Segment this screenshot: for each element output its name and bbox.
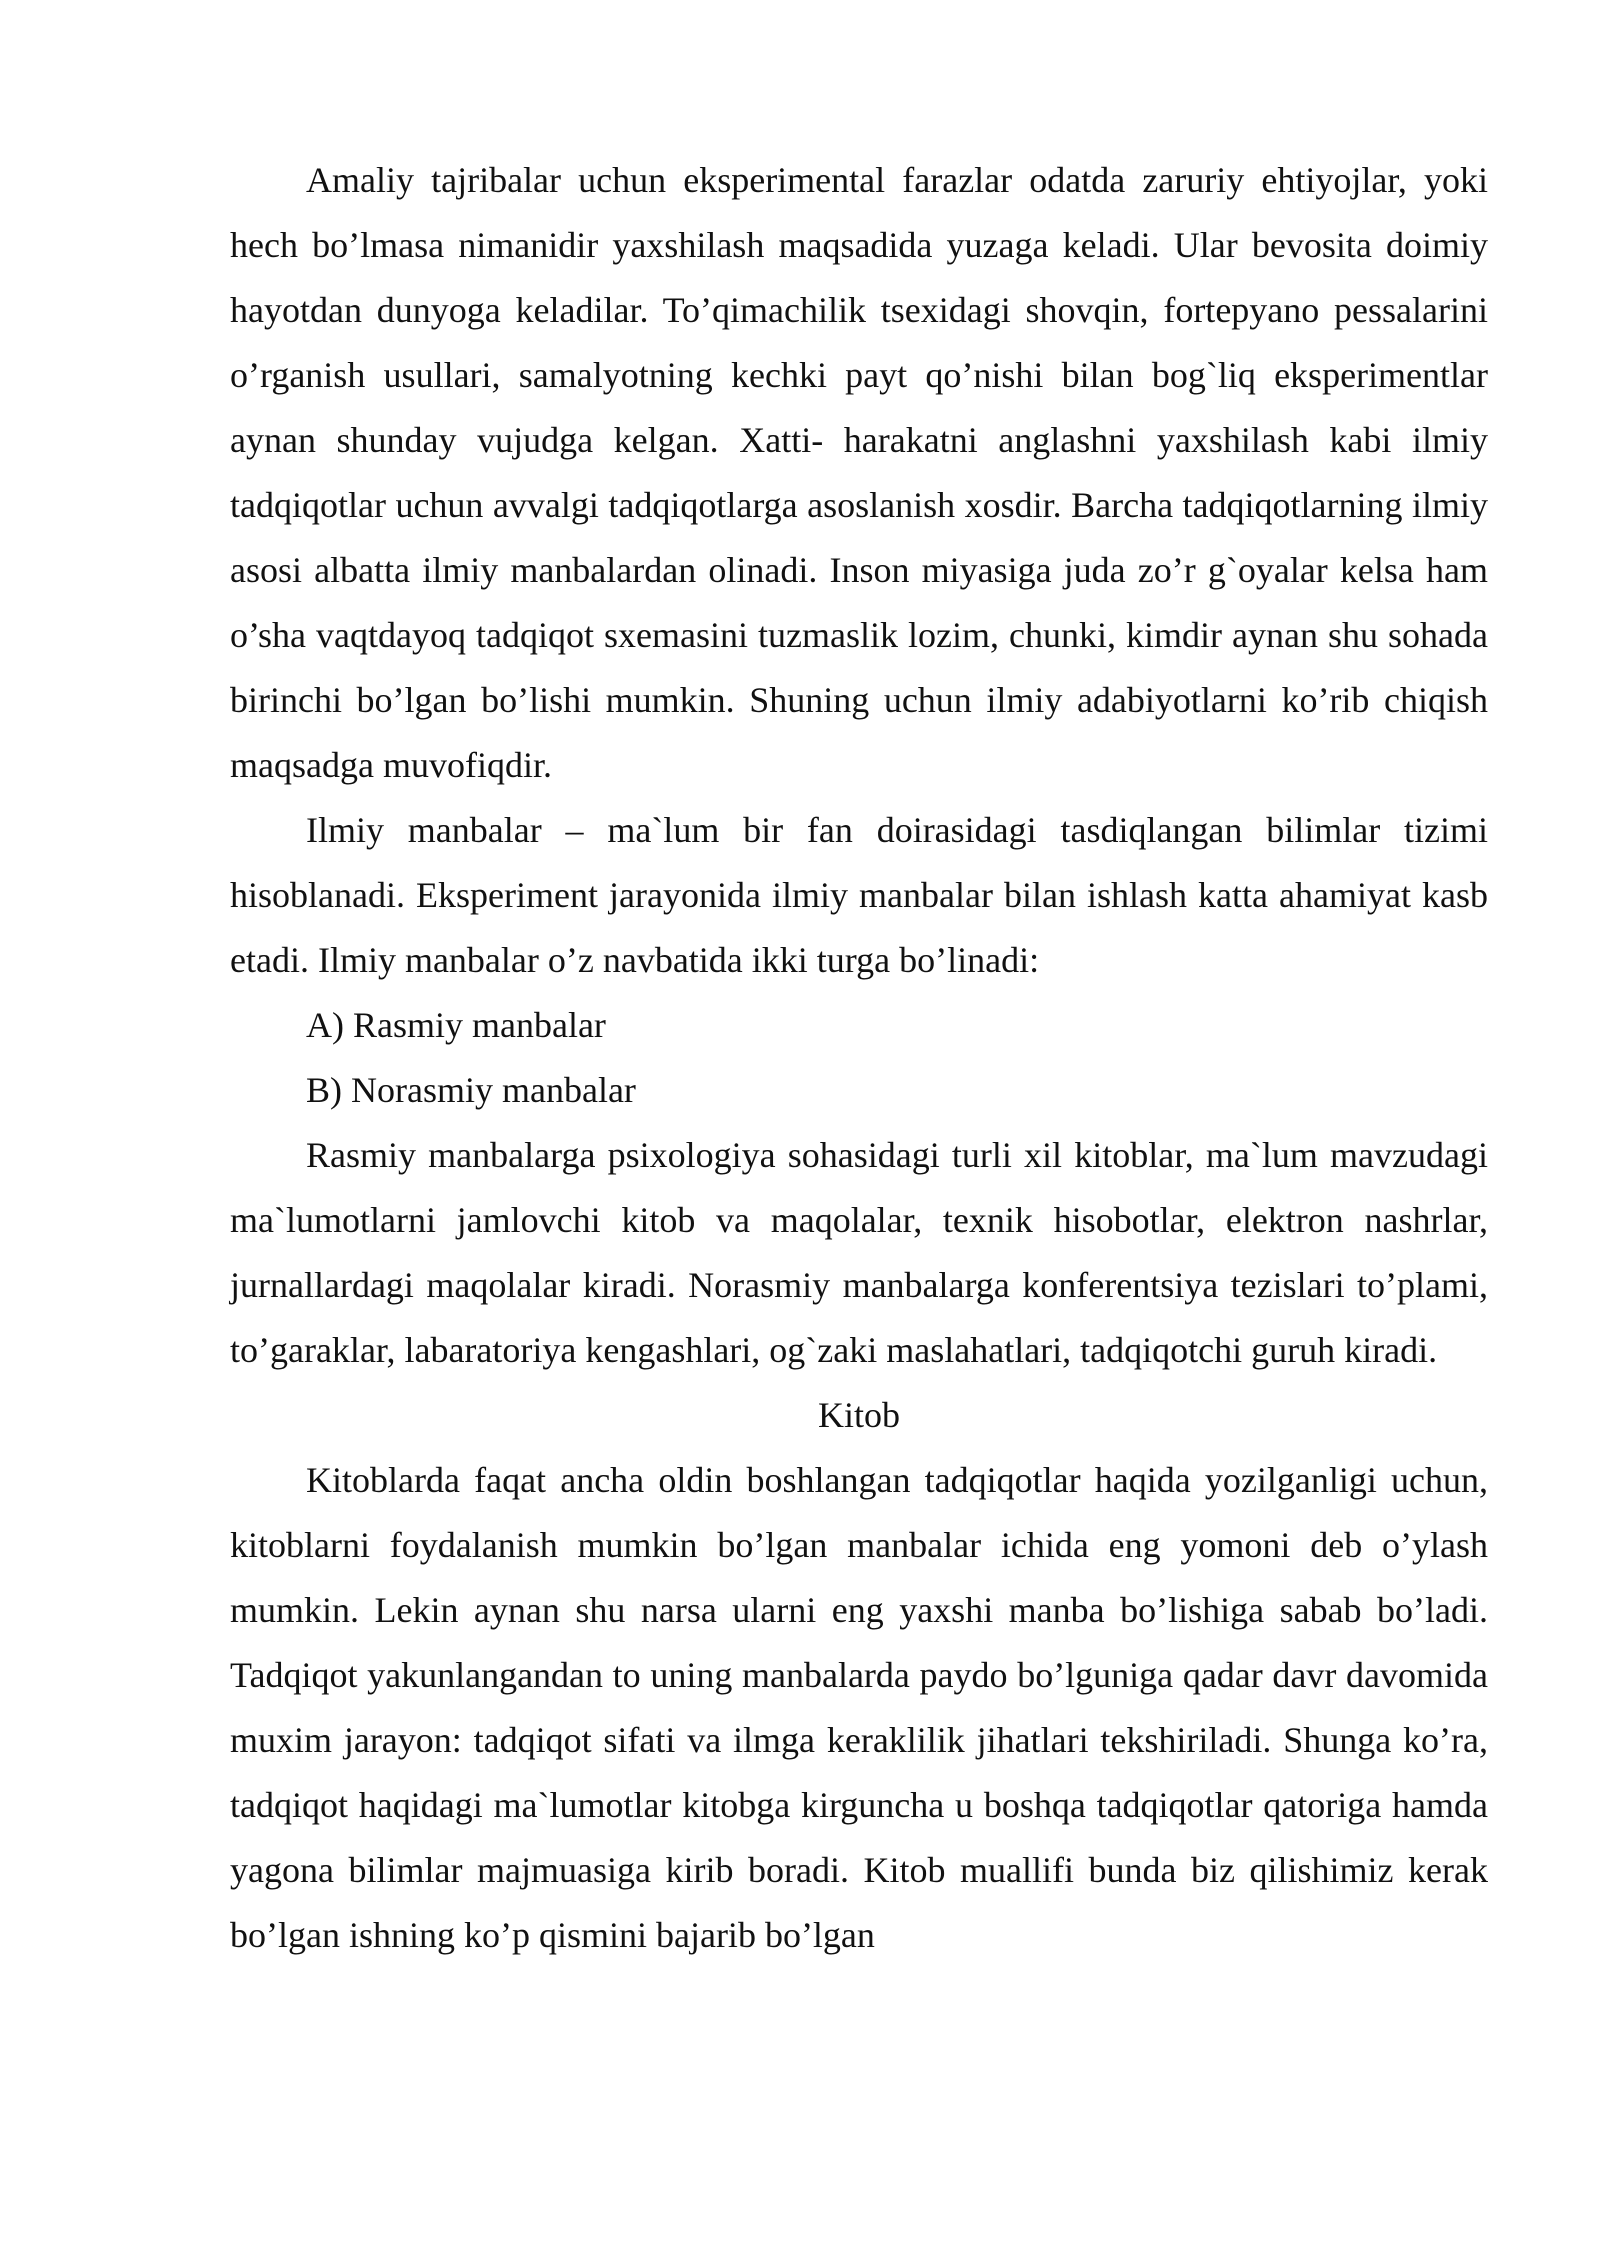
section-heading-book: Kitob xyxy=(817,1395,900,1435)
paragraph-experimental-hypotheses: Amaliy tajribalar uchun eksperimental farazlar odatda zaruriy ehtiyojlar, yoki hech bo’lmasa nimanidir yaxshilash maqsadida yuzaga keladi. Ular bevosita doimiy hayotdan dunyoga keladilar. To’qimachilik tsexidagi shovqin, fortepyano pessalarini o’rganish usullari, samalyotning kechki payt qo’nishi bilan bog`liq eksperimentlar aynan shunday vujudga kelgan. Xatti- harakatni anglashni yaxshilash kabi ilmiy tadqiqotlar uchun avvalgi tadqiqotlarga asoslanish xosdir. Barcha tadqiqotlarning ilmiy asosi albatta ilmiy manbalardan olinadi. Inson miyasiga juda zo’r g`oyalar kelsa ham o’sha vaqtdayoq tadqiqot sxemasini tuzmaslik lozim, chunki, kimdir aynan shu sohada birinchi bo’lgan bo’lishi mumkin. Shuning uchun ilmiy adabiyotlarni ko’rib chiqish maqsadga muvofiqdir. xyxy=(230,160,1488,785)
document-page xyxy=(230,148,1488,1968)
list-item-unofficial-sources: B) Norasmiy manbalar xyxy=(306,1070,636,1110)
paragraph-source-types: Rasmiy manbalarga psixologiya sohasidagi turli xil kitoblar, ma`lum mavzudagi ma`lumotlarni jamlovchi kitob va maqolalar, texnik hisobotlar, elektron nashrlar, jurnallardagi maqolalar kiradi. Norasmiy manbalarga konferentsiya tezislari to’plami, to’garaklar, labaratoriya kengashlari, og`zaki maslahatlari, tadqiqotchi guruh kiradi. xyxy=(230,1135,1488,1370)
paragraph-books: Kitoblarda faqat ancha oldin boshlangan tadqiqotlar haqida yozilganligi uchun, kitoblarni foydalanish mumkin bo’lgan manbalar ichida eng yomoni deb o’ylash mumkin. Lekin aynan shu narsa ularni eng yaxshi manba bo’lishiga sabab bo’ladi. Tadqiqot yakunlangandan to uning manbalarda paydo bo’lguniga qadar davr davomida muxim jarayon: tadqiqot sifati va ilmga keraklilik jihatlari tekshiriladi. Shunga ko’ra, tadqiqot haqidagi ma`lumotlar kitobga kirguncha u boshqa tadqiqotlar qatoriga hamda yagona bilimlar majmuasiga kirib boradi. Kitob muallifi bunda biz qilishimiz kerak bo’lgan ishning ko’p qismini bajarib bo’lgan xyxy=(230,1460,1488,1955)
list-item-official-sources: A) Rasmiy manbalar xyxy=(306,1005,606,1045)
paragraph-scientific-sources: Ilmiy manbalar – ma`lum bir fan doirasidagi tasdiqlangan bilimlar tizimi hisoblanadi. Eksperiment jarayonida ilmiy manbalar bilan ishlash katta ahamiyat kasb etadi. Ilmiy manbalar o’z navbatida ikki turga bo’linadi: xyxy=(230,810,1488,980)
